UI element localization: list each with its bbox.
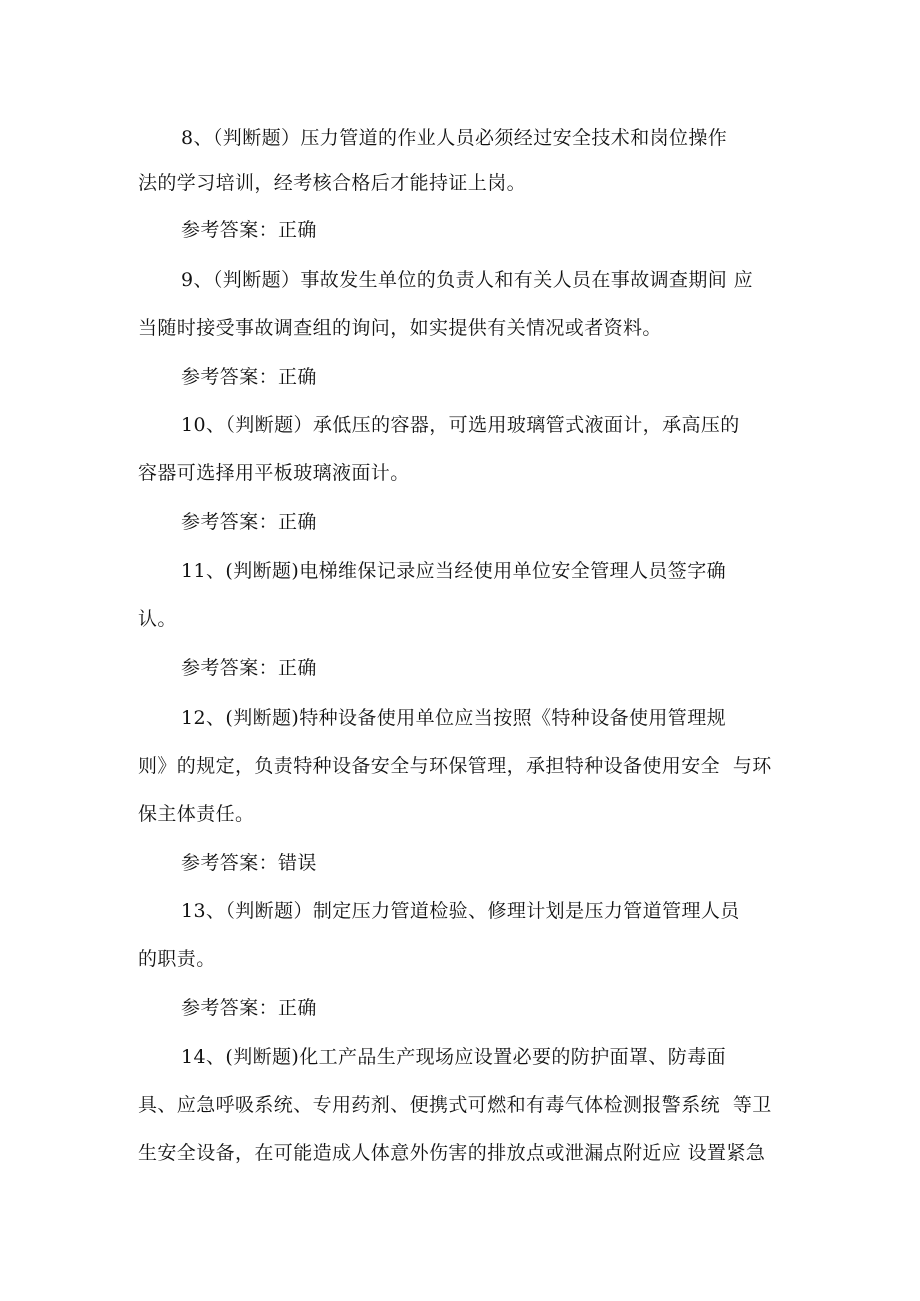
question-11-line-1: 11、(判断题)电梯维保记录应当经使用单位安全管理人员签字确 xyxy=(181,560,727,582)
answer-10: 参考答案：正确 xyxy=(181,511,317,533)
question-14-line-1: 14、(判断题)化工产品生产现场应设置必要的防护面罩、防毒面 xyxy=(181,1046,727,1068)
question-10-line-2: 容器可选择用平板玻璃液面计。 xyxy=(138,462,410,484)
question-8-line-1: 8、（判断题）压力管道的作业人员必须经过安全技术和岗位操作 xyxy=(181,127,728,149)
question-11-line-2: 认。 xyxy=(138,608,177,630)
question-12-line-1: 12、(判断题)特种设备使用单位应当按照《特种设备使用管理规 xyxy=(181,707,727,729)
question-9-line-1: 9、（判断题）事故发生单位的负责人和有关人员在事故调查期间 应 xyxy=(181,269,754,291)
question-10-line-1: 10、（判断题）承低压的容器，可选用玻璃管式液面计，承高压的 xyxy=(181,414,740,436)
answer-13: 参考答案：正确 xyxy=(181,997,317,1019)
question-14-line-3: 生安全设备，在可能造成人体意外伤害的排放点或泄漏点附近应 设置紧急 xyxy=(138,1142,766,1164)
question-12-line-3: 保主体责任。 xyxy=(138,803,255,825)
question-13-line-2: 的职责。 xyxy=(138,948,216,970)
answer-9: 参考答案：正确 xyxy=(181,366,317,388)
question-12-line-2: 则》的规定，负责特种设备安全与环保管理，承担特种设备使用安全 与环 xyxy=(138,755,772,777)
question-14-line-2: 具、应急呼吸系统、专用药剂、便携式可燃和有毒气体检测报警系统 等卫 xyxy=(138,1094,772,1116)
question-8-line-2: 法的学习培训，经考核合格后才能持证上岗。 xyxy=(138,172,527,194)
question-9-line-2: 当随时接受事故调查组的询问，如实提供有关情况或者资料。 xyxy=(138,317,662,339)
answer-12: 参考答案：错误 xyxy=(181,852,317,874)
answer-8: 参考答案：正确 xyxy=(181,219,317,241)
answer-11: 参考答案：正确 xyxy=(181,657,317,679)
question-13-line-1: 13、（判断题）制定压力管道检验、修理计划是压力管道管理人员 xyxy=(181,900,740,922)
